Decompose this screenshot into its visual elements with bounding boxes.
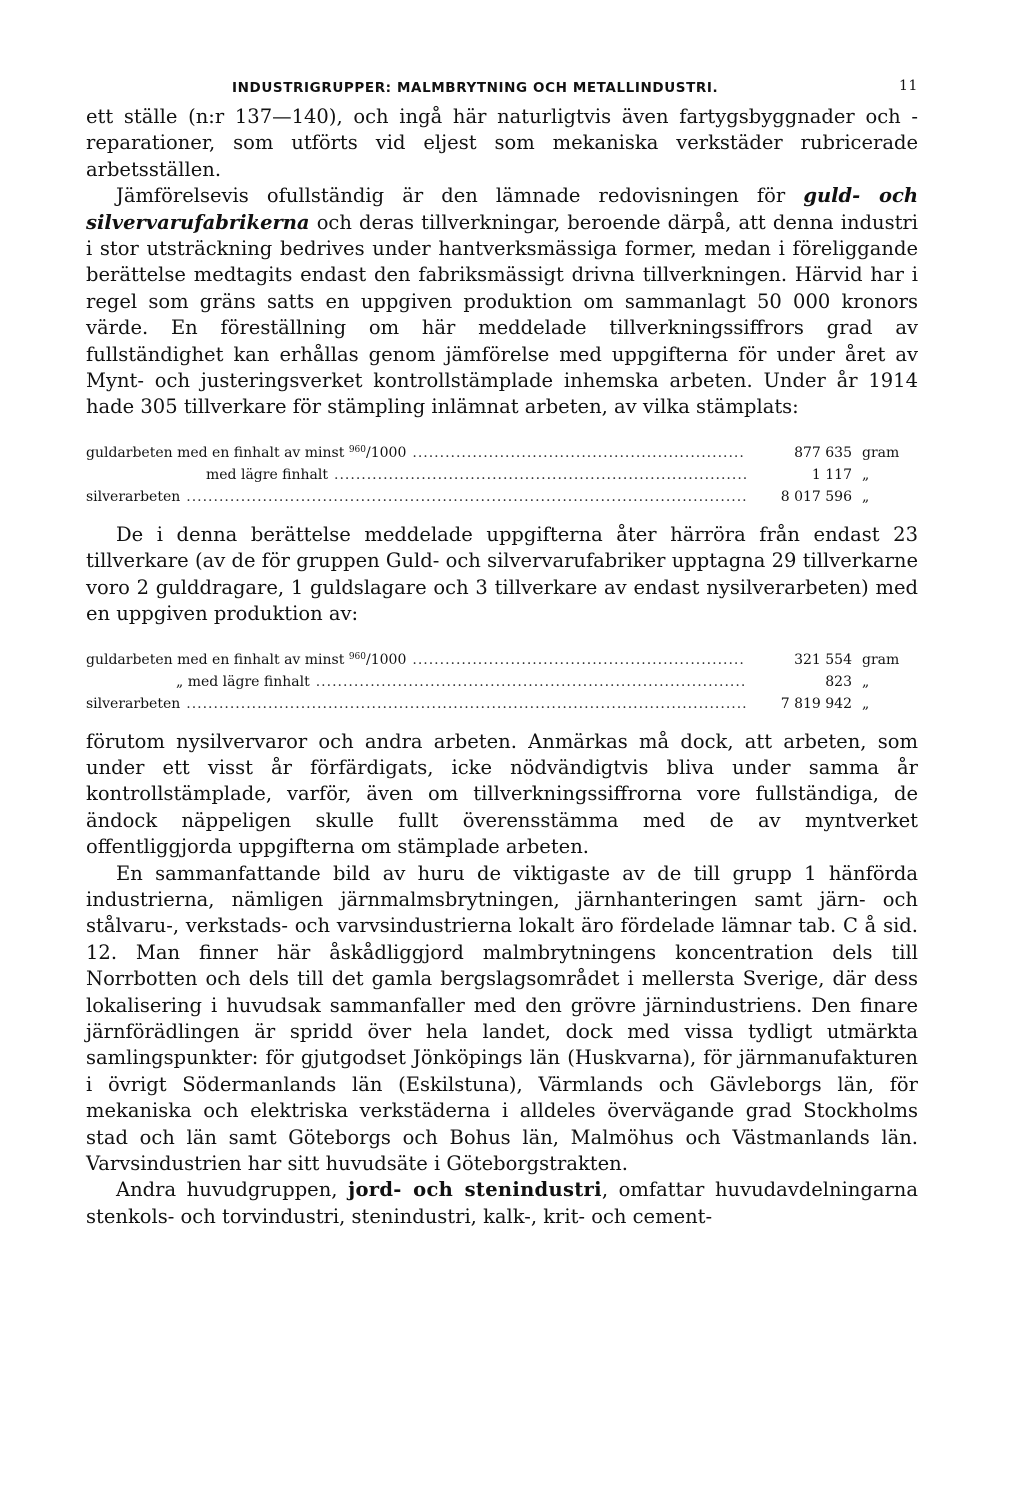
row-label: silverarbeten (86, 488, 181, 505)
row-unit: gram (862, 444, 900, 461)
row-label: guldarbeten med en finhalt av minst $^{960}$/1000 (86, 651, 407, 668)
row-unit: „ (862, 466, 870, 483)
fraction-denominator: /1000 (366, 651, 407, 668)
fraction-denominator: /1000 (366, 444, 407, 461)
row-unit: „ (862, 488, 870, 505)
leader-dots (412, 442, 746, 464)
row-label: silverarbeten (86, 695, 181, 712)
paragraph-2-emphasis: guld- och silvervarufabrikerna (86, 184, 918, 234)
table-row (86, 693, 918, 715)
row-unit: gram (862, 651, 900, 668)
fraction-numerator: 960 (348, 444, 367, 455)
paragraph-6-text-b: , omfattar huvudavdelningarna stenkols- och torvindustri, stenindustri, kalk-, krit- och cement- (86, 1178, 918, 1228)
page-number: 11 (898, 78, 918, 94)
row-unit: „ (862, 695, 870, 712)
row-label: guldarbeten med en finhalt av minst $^{960}$/1000 (86, 444, 407, 461)
document-page (86, 76, 918, 1230)
running-header (86, 76, 918, 100)
leader-dots (186, 693, 746, 715)
table-row (86, 439, 918, 464)
table-row (86, 464, 918, 486)
table-stamped-works-1914 (86, 439, 918, 508)
table-row (86, 671, 918, 693)
row-value: 1 117 (811, 466, 852, 483)
header-title: INDUSTRIGRUPPER: MALMBRYTNING OCH METALLINDUSTRI. (232, 80, 719, 96)
row-label: „ med lägre finhalt (176, 673, 310, 690)
fraction-numerator: 960 (348, 651, 367, 662)
row-label: med lägre finhalt (206, 466, 329, 483)
leader-dots (316, 671, 746, 693)
paragraph-5: En sammanfattande bild av huru de viktigaste av de till grupp 1 hänförda industrierna, nämligen järnmalmsbrytningen, järnhanteringen samt järn- och stålvaru-, verkstads- och varvsindustrierna lokalt äro fördelade lämnar tab. C å sid. 12. Man finner här åskådliggjord malmbrytningens koncentration dels till Norrbotten och dels till det gamla bergslagsområdet i mellersta Sverige, där dess lokalisering i huvudsak sammanfaller med den grövre järnindustriens. Den finare järnförädlingen är spridd över hela landet, dock med vissa tydligt utmärkta samlingspunkter: för gjutgodset Jönköpings län (Huskvarna), för järnmanufakturen i övrigt Södermanlands län (Eskilstuna), Värmlands och Gävleborgs län, för mekaniska och elektriska verkstäderna i alldeles övervägande grad Stockholms stad och län samt Göteborgs och Bohus län, Malmöhus och Västmanlands län. Varvsindustrien har sitt huvudsäte i Göteborgstrakten. (86, 861, 918, 1175)
table-row (86, 646, 918, 671)
paragraph-3: De i denna berättelse meddelade uppgifterna åter härröra från endast 23 tillverkare (av de för gruppen Guld- och silvervarufabriker upptagna 29 tillverkarne voro 2 gulddragare, 1 guldslagare och 3 tillverkare av endast nysilverarbeten) med en uppgiven produktion av: (86, 522, 918, 626)
leader-dots (186, 486, 746, 508)
paragraph-6-bold: jord- och stenindustri (348, 1178, 602, 1202)
paragraph-6-text-a: Andra huvudgruppen, (116, 1178, 349, 1202)
paragraph-2-text-b: och deras tillverkningar, beroende därpå, att denna industri i stor utsträckning bedrives under hantverksmässiga former, medan i föreliggande berättelse medtagits endast den fabriksmässigt drivna tillverkningen. Härvid har i regel som gräns satts en uppgiven produktion om sammanlagt 50 000 kronors värde. En föreställning om här meddelade tillverkningssiffrors grad av fullständighet kan erhållas genom jämförelse med uppgifterna för under året av Mynt- och justeringsverket kontrollstämplade inhemska arbeten. Under år 1914 hade 305 tillverkare för stämpling inlämnat arbeten, av vilka stämplats: (86, 210, 918, 419)
row-unit: „ (862, 673, 870, 690)
paragraph-4: förutom nysilvervaror och andra arbeten. Anmärkas må dock, att arbeten, som under ett visst år förfärdigats, icke nödvändigtvis bliva under samma år kontrollstämplade, varför, även om tillverkningssiffrorna vore fullständiga, de ändock näppeligen skulle fullt överensstämma med de av myntverket offentliggjorda uppgifterna om stämplade arbeten. (86, 729, 918, 859)
paragraph-2-text-a: Jämförelsevis ofullständig är den lämnade redovisningen för (116, 184, 804, 208)
row-value: 321 554 (794, 651, 852, 668)
row-value: 877 635 (794, 444, 852, 461)
table-reported-production (86, 646, 918, 715)
row-value: 7 819 942 (780, 695, 852, 712)
leader-dots (334, 464, 746, 486)
paragraph-6 (86, 1177, 918, 1230)
paragraph-1: ett ställe (n:r 137—140), och ingå här naturligtvis även fartygsbyggnader och -reparationer, som utförts vid eljest som mekaniska verkstäder rubricerade arbetsställen. (86, 105, 918, 181)
row-value: 8 017 596 (780, 488, 852, 505)
leader-dots (412, 649, 746, 671)
row-value: 823 (825, 673, 852, 690)
table-row (86, 486, 918, 508)
paragraph-2 (86, 183, 918, 421)
